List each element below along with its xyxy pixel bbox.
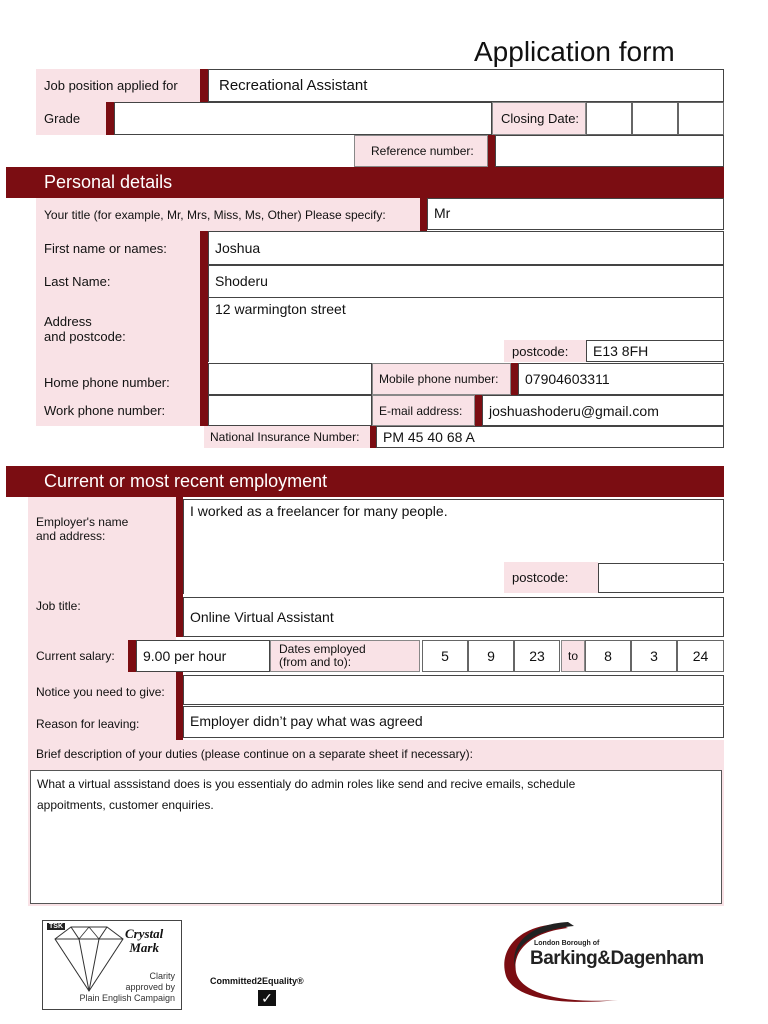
ni-field[interactable]: PM 45 40 68 A bbox=[376, 426, 724, 448]
job-position-field[interactable]: Recreational Assistant bbox=[208, 69, 724, 102]
last-name-field[interactable]: Shoderu bbox=[208, 265, 724, 298]
employer-label bbox=[36, 515, 128, 543]
address-postcode-label: postcode: bbox=[504, 340, 586, 362]
title-field[interactable]: Mr bbox=[427, 198, 724, 230]
address-label-line2: and postcode: bbox=[44, 329, 126, 344]
employer-field-bottom bbox=[183, 560, 504, 594]
reference-label: Reference number: bbox=[354, 135, 488, 167]
home-phone-field[interactable] bbox=[208, 363, 372, 395]
label-bar bbox=[106, 102, 114, 135]
email-label: E-mail address: bbox=[372, 395, 475, 426]
address-label bbox=[44, 314, 126, 344]
employer-label-line1: Employer's name bbox=[36, 515, 129, 529]
email-field[interactable]: joshuashoderu@gmail.com bbox=[482, 395, 724, 426]
job-title-field[interactable]: Online Virtual Assistant bbox=[183, 597, 724, 637]
salary-field[interactable]: 9.00 per hour bbox=[136, 640, 270, 672]
council-small-text: London Borough of bbox=[534, 940, 600, 947]
dates-employed-label bbox=[270, 640, 420, 672]
personal-details-heading: Personal details bbox=[6, 167, 724, 198]
to-month-field[interactable]: 3 bbox=[631, 640, 677, 672]
checkbox-icon: ✓ bbox=[258, 990, 276, 1006]
notice-label: Notice you need to give: bbox=[28, 677, 176, 707]
to-label: to bbox=[561, 640, 585, 672]
work-phone-label: Work phone number: bbox=[36, 395, 200, 426]
reason-field[interactable]: Employer didn’t pay what was agreed bbox=[183, 706, 724, 738]
duties-label: Brief description of your duties (please continue on a separate sheet if necessary): bbox=[28, 740, 724, 768]
address-field[interactable]: 12 warmington street bbox=[208, 297, 724, 341]
address-postcode-field[interactable]: E13 8FH bbox=[586, 340, 724, 362]
job-title-label: Job title: bbox=[28, 594, 176, 618]
crystal-mark-title: Crystal Mark bbox=[125, 926, 164, 955]
mobile-field[interactable]: 07904603311 bbox=[518, 363, 724, 395]
label-bar bbox=[128, 640, 136, 672]
form-title: Application form bbox=[474, 36, 675, 67]
grade-label: Grade bbox=[36, 102, 106, 135]
crystal-mark-text: Clarity approved by Plain English Campaign bbox=[79, 971, 175, 1003]
council-name: Barking&Dagenham bbox=[530, 948, 704, 969]
ni-label: National Insurance Number: bbox=[204, 426, 370, 448]
crystal-mark-logo bbox=[42, 920, 182, 1010]
from-day-field[interactable]: 5 bbox=[422, 640, 468, 672]
last-name-label: Last Name: bbox=[36, 265, 200, 298]
committed-equality-label: Committed2Equality® bbox=[210, 976, 304, 986]
job-position-label: Job position applied for bbox=[36, 69, 200, 102]
employer-field[interactable]: I worked as a freelancer for many people. bbox=[183, 499, 724, 561]
closing-date-label: Closing Date: bbox=[492, 102, 586, 135]
employer-postcode-field[interactable] bbox=[598, 563, 724, 593]
address-field-bottom bbox=[208, 340, 504, 362]
to-day-field[interactable]: 8 bbox=[585, 640, 631, 672]
closing-date-month[interactable] bbox=[632, 102, 678, 135]
crystal-mark-tsk: TSK bbox=[49, 923, 63, 930]
mobile-label: Mobile phone number: bbox=[372, 363, 511, 395]
label-bar bbox=[420, 198, 427, 231]
dates-label-line1: Dates employed bbox=[279, 642, 366, 656]
label-bar bbox=[488, 135, 495, 167]
employment-heading: Current or most recent employment bbox=[6, 466, 724, 497]
label-bar bbox=[200, 231, 208, 426]
duties-text-line1: What a virtual asssistand does is you essentialy do admin roles like send and recive emails, schedule bbox=[37, 777, 576, 791]
notice-field[interactable] bbox=[183, 675, 724, 705]
work-phone-field[interactable] bbox=[208, 395, 372, 426]
duties-field[interactable] bbox=[28, 768, 724, 906]
label-bar bbox=[200, 69, 208, 102]
first-name-field[interactable]: Joshua bbox=[208, 231, 724, 265]
label-bar bbox=[511, 363, 518, 395]
address-label-line1: Address bbox=[44, 314, 92, 329]
title-label: Your title (for example, Mr, Mrs, Miss, Ms, Other) Please specify: bbox=[36, 198, 420, 231]
employer-label-line2: and address: bbox=[36, 529, 106, 543]
label-bar bbox=[475, 395, 482, 426]
label-bar bbox=[176, 497, 183, 637]
from-month-field[interactable]: 9 bbox=[468, 640, 514, 672]
closing-date-day[interactable] bbox=[586, 102, 632, 135]
salary-label: Current salary: bbox=[28, 640, 128, 672]
council-logo bbox=[498, 920, 728, 1008]
reason-label: Reason for leaving: bbox=[28, 708, 176, 740]
closing-date-year[interactable] bbox=[678, 102, 724, 135]
reference-field[interactable] bbox=[495, 135, 724, 167]
label-bar bbox=[176, 671, 183, 740]
first-name-label: First name or names: bbox=[36, 231, 200, 265]
dates-label-line2: (from and to): bbox=[279, 655, 352, 669]
employer-postcode-label: postcode: bbox=[504, 562, 598, 593]
from-year-field[interactable]: 23 bbox=[514, 640, 560, 672]
to-year-field[interactable]: 24 bbox=[677, 640, 724, 672]
duties-text-line2: appoitments, customer enquiries. bbox=[37, 798, 214, 812]
home-phone-label: Home phone number: bbox=[36, 364, 200, 395]
grade-field[interactable] bbox=[114, 102, 492, 135]
